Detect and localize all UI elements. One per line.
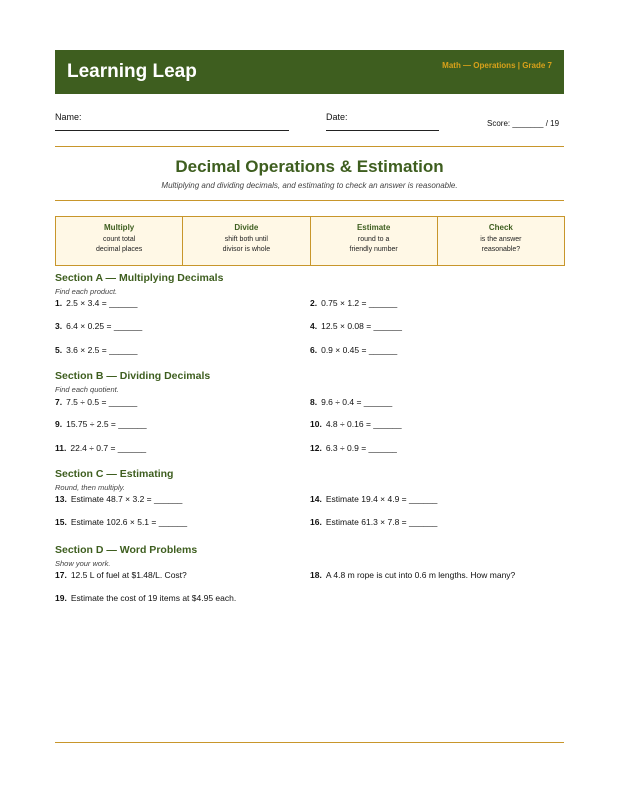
guide-heading: Estimate — [356, 223, 391, 232]
problem-number: 12. — [310, 443, 322, 453]
guide-line: decimal places — [95, 246, 143, 253]
problem-number: 11. — [55, 443, 67, 453]
problem-1 — [55, 298, 137, 308]
section-a-title: Section A — Multiplying Decimals — [55, 272, 224, 284]
guide-line: count total — [102, 236, 136, 243]
problem-5 — [55, 345, 137, 355]
problem-number: 6. — [310, 345, 318, 355]
problem-2 — [310, 298, 397, 308]
problem-8 — [310, 397, 392, 407]
problem-number: 8. — [310, 397, 318, 407]
brand-title: Learning Leap — [67, 61, 197, 82]
guide-line: divisor is whole — [222, 246, 271, 253]
problem-text: 15.75 ÷ 2.5 = ______ — [66, 419, 147, 429]
problem-number: 15. — [55, 517, 67, 527]
problem-18 — [310, 570, 515, 580]
section-b-title: Section B — Dividing Decimals — [55, 370, 211, 382]
problem-number: 16. — [310, 517, 322, 527]
guide-cell-multiply — [56, 217, 183, 265]
guide-line: friendly number — [349, 246, 398, 253]
section-b-instruction: Find each quotient. — [55, 385, 119, 394]
problem-12 — [310, 443, 397, 453]
score-label: Score: _______ / 19 — [487, 119, 560, 128]
problem-text: A 4.8 m rope is cut into 0.6 m lengths. How many? — [325, 570, 516, 580]
guide-heading: Divide — [234, 223, 259, 232]
date-label: Date: — [326, 112, 348, 122]
header-banner — [55, 50, 564, 94]
footer-divider — [55, 742, 564, 743]
problem-9 — [55, 419, 147, 429]
problem-number: 18. — [310, 570, 322, 580]
problem-text: 12.5 × 0.08 = ______ — [321, 321, 402, 331]
problem-number: 17. — [55, 570, 67, 580]
problem-number: 19. — [55, 593, 67, 603]
name-label: Name: — [55, 112, 82, 122]
problem-text: 4.8 ÷ 0.16 = ______ — [325, 419, 402, 429]
guide-heading: Multiply — [104, 223, 135, 232]
section-a-instruction: Find each product. — [55, 287, 118, 296]
problem-text: 0.75 × 1.2 = ______ — [321, 298, 398, 308]
guide-line: is the answer — [480, 236, 522, 243]
strategy-guide — [55, 216, 565, 266]
problem-13 — [55, 494, 182, 504]
problem-7 — [55, 397, 137, 407]
problem-4 — [310, 321, 402, 331]
problem-number: 3. — [55, 321, 63, 331]
divider — [55, 200, 564, 201]
problem-text: 2.5 × 3.4 = ______ — [66, 298, 138, 308]
problem-number: 5. — [55, 345, 63, 355]
problem-17 — [55, 570, 187, 580]
name-field-line[interactable] — [55, 130, 289, 131]
guide-line: reasonable? — [481, 246, 521, 253]
problem-19 — [55, 593, 236, 603]
problem-text: 6.3 ÷ 0.9 = ______ — [325, 443, 397, 453]
section-d-instruction: Show your work. — [55, 559, 111, 568]
guide-line: shift both until — [224, 236, 268, 243]
problem-text: Estimate 61.3 × 7.8 = ______ — [325, 517, 438, 527]
problem-3 — [55, 321, 142, 331]
section-d-title: Section D — Word Problems — [55, 544, 198, 556]
guide-heading: Check — [488, 223, 513, 232]
guide-line: round to a — [357, 236, 390, 243]
problem-11 — [55, 443, 146, 453]
problem-text: Estimate the cost of 19 items at $4.95 each. — [70, 593, 237, 603]
guide-cell-check — [438, 217, 564, 265]
problem-number: 2. — [310, 298, 318, 308]
problem-text: 7.5 ÷ 0.5 = ______ — [66, 397, 138, 407]
problem-16 — [310, 517, 437, 527]
date-field-line[interactable] — [326, 130, 439, 131]
problem-6 — [310, 345, 397, 355]
problem-number: 7. — [55, 397, 63, 407]
problem-text: 6.4 × 0.25 = ______ — [66, 321, 143, 331]
problem-text: 3.6 × 2.5 = ______ — [66, 345, 138, 355]
problem-number: 1. — [55, 298, 63, 308]
guide-cell-estimate — [311, 217, 438, 265]
problem-number: 9. — [55, 419, 63, 429]
worksheet-title: Decimal Operations & Estimation — [175, 157, 444, 176]
section-c-instruction: Round, then multiply. — [55, 483, 125, 492]
problem-text: Estimate 48.7 × 3.2 = ______ — [70, 494, 183, 504]
guide-cell-divide — [183, 217, 310, 265]
problem-10 — [310, 419, 402, 429]
problem-14 — [310, 494, 437, 504]
problem-number: 13. — [55, 494, 67, 504]
problem-number: 10. — [310, 419, 322, 429]
problem-number: 14. — [310, 494, 322, 504]
problem-15 — [55, 517, 187, 527]
problem-text: 0.9 × 0.45 = ______ — [321, 345, 398, 355]
section-c-title: Section C — Estimating — [55, 468, 174, 480]
problem-number: 4. — [310, 321, 318, 331]
subject-tag: Math — Operations | Grade 7 — [442, 61, 552, 70]
problem-text: Estimate 19.4 × 4.9 = ______ — [325, 494, 438, 504]
problem-text: 12.5 L of fuel at $1.48/L. Cost? — [70, 570, 187, 580]
problem-text: Estimate 102.6 × 5.1 = ______ — [70, 517, 188, 527]
divider — [55, 146, 564, 147]
problem-text: 9.6 ÷ 0.4 = ______ — [321, 397, 393, 407]
problem-text: 22.4 ÷ 0.7 = ______ — [70, 443, 147, 453]
worksheet-subtitle: Multiplying and dividing decimals, and estimating to check an answer is reasonable. — [161, 181, 458, 190]
